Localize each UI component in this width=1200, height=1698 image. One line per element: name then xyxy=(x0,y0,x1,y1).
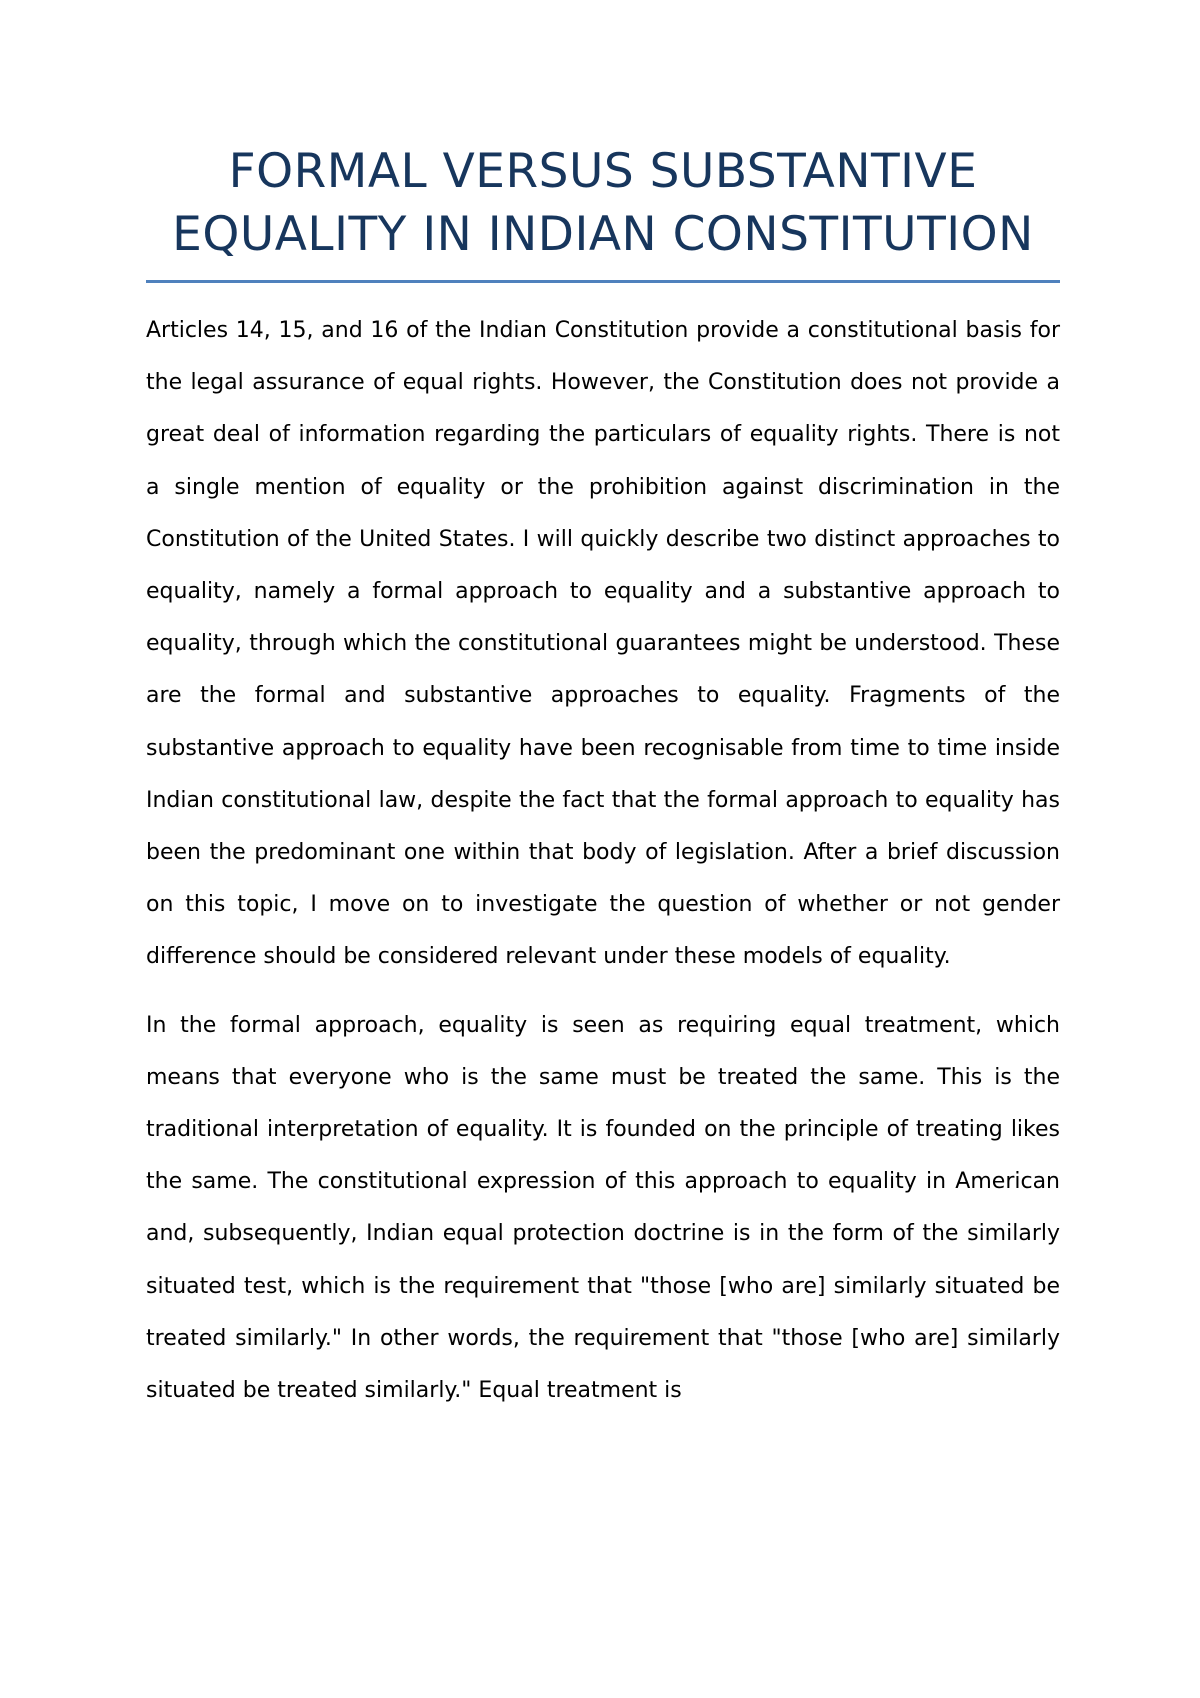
title-underline xyxy=(146,280,1060,283)
body-paragraph-1: Articles 14, 15, and 16 of the Indian Constitution provide a constitutional basis for the legal assurance of equal rights. However, the Constitution does not provide a great deal of information regarding the particulars of equality rights. There is not a single mention of equality or the prohibition against discrimination in the Constitution of the United States. I will quickly describe two distinct approaches to equality, namely a formal approach to equality and a substantive approach to equality, through which the constitutional guarantees might be understood. These are the formal and substantive approaches to equality. Fragments of the substantive approach to equality have been recognisable from time to time inside Indian constitutional law, despite the fact that the formal approach to equality has been the predominant one within that body of legislation. After a brief discussion on this topic, I move on to investigate the question of whether or not gender difference should be considered relevant under these models of equality. xyxy=(146,318,1060,970)
document-title: FORMAL VERSUS SUBSTANTIVE EQUALITY IN INDIAN CONSTITUTION xyxy=(172,144,1034,262)
document-content xyxy=(146,140,1060,1417)
body-paragraph-2: In the formal approach, equality is seen as requiring equal treatment, which means that everyone who is the same must be treated the same. This is the traditional interpretation of equality. It is founded on the principle of treating likes the same. The constitutional expression of this approach to equality in American and, subsequently, Indian equal protection doctrine is in the form of the similarly situated test, which is the requirement that "those [who are] similarly situated be treated similarly." In other words, the requirement that "those [who are] similarly situated be treated similarly." Equal treatment is xyxy=(146,1012,1060,1404)
